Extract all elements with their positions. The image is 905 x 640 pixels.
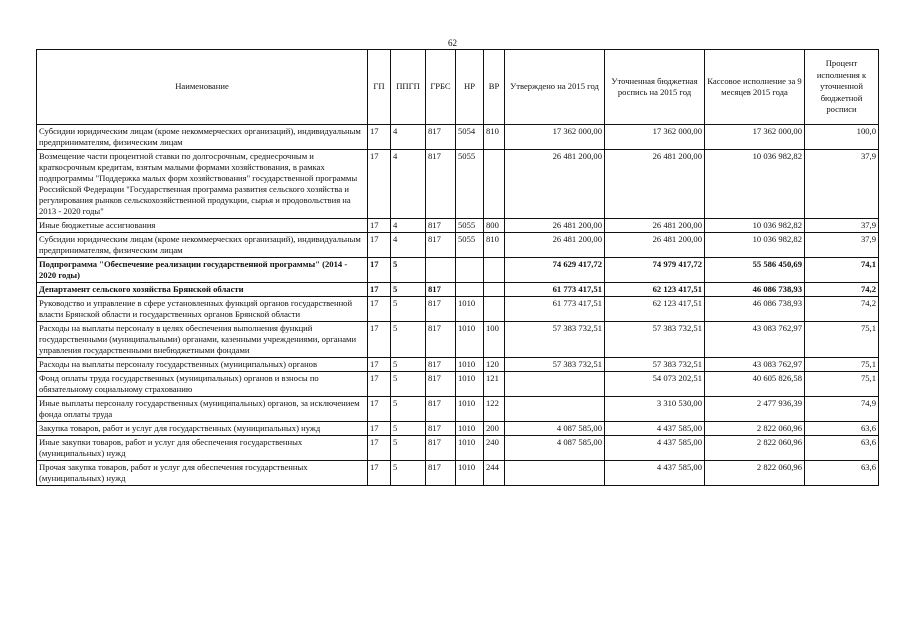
row-cash: 40 605 826,58 <box>705 372 805 397</box>
row-cash: 43 083 762,97 <box>705 322 805 358</box>
row-name: Иные закупки товаров, работ и услуг для обеспечения государственных (муниципальных) нужд <box>37 436 368 461</box>
row-approved: 57 383 732,51 <box>505 322 605 358</box>
row-cash: 2 477 936,39 <box>705 397 805 422</box>
row-refined: 62 123 417,51 <box>605 283 705 297</box>
row-np: 1010 <box>456 397 484 422</box>
row-vr: 121 <box>484 372 505 397</box>
row-approved: 17 362 000,00 <box>505 125 605 150</box>
row-approved: 26 481 200,00 <box>505 219 605 233</box>
page-number: 62 <box>448 38 457 48</box>
row-grbs: 817 <box>426 322 456 358</box>
row-ppgp: 4 <box>391 219 426 233</box>
row-gp: 17 <box>368 219 391 233</box>
row-gp: 17 <box>368 150 391 219</box>
row-grbs: 817 <box>426 233 456 258</box>
row-vr <box>484 283 505 297</box>
row-approved: 74 629 417,72 <box>505 258 605 283</box>
row-np: 1010 <box>456 422 484 436</box>
row-percent: 63,6 <box>805 461 879 486</box>
row-percent: 74,9 <box>805 397 879 422</box>
row-refined: 57 383 732,51 <box>605 322 705 358</box>
table-row <box>37 372 879 397</box>
row-approved <box>505 397 605 422</box>
row-vr <box>484 297 505 322</box>
row-ppgp: 4 <box>391 150 426 219</box>
row-percent: 37,9 <box>805 219 879 233</box>
budget-table <box>36 49 879 486</box>
row-np: 1010 <box>456 372 484 397</box>
row-refined: 3 310 530,00 <box>605 397 705 422</box>
row-gp: 17 <box>368 372 391 397</box>
row-ppgp: 5 <box>391 397 426 422</box>
row-gp: 17 <box>368 283 391 297</box>
row-cash: 10 036 982,82 <box>705 233 805 258</box>
row-np: 5055 <box>456 233 484 258</box>
row-gp: 17 <box>368 322 391 358</box>
row-grbs: 817 <box>426 358 456 372</box>
row-vr <box>484 150 505 219</box>
row-vr: 122 <box>484 397 505 422</box>
row-grbs: 817 <box>426 125 456 150</box>
row-vr: 244 <box>484 461 505 486</box>
header-vr: ВР <box>484 50 505 125</box>
row-percent: 37,9 <box>805 233 879 258</box>
header-name: Наименование <box>37 50 368 125</box>
row-approved: 26 481 200,00 <box>505 233 605 258</box>
row-refined: 26 481 200,00 <box>605 219 705 233</box>
row-name: Департамент сельского хозяйства Брянской области <box>37 283 368 297</box>
row-np: 5055 <box>456 150 484 219</box>
row-cash: 10 036 982,82 <box>705 219 805 233</box>
row-refined: 62 123 417,51 <box>605 297 705 322</box>
header-ppgp: ППГП <box>391 50 426 125</box>
row-name: Субсидии юридическим лицам (кроме некоммерческих организаций), индивидуальным предпринимателям, физическим лицам <box>37 233 368 258</box>
row-np: 1010 <box>456 461 484 486</box>
row-refined: 54 073 202,51 <box>605 372 705 397</box>
row-cash: 2 822 060,96 <box>705 422 805 436</box>
row-name: Прочая закупка товаров, работ и услуг для обеспечения государственных (муниципальных) нужд <box>37 461 368 486</box>
row-approved: 61 773 417,51 <box>505 283 605 297</box>
row-approved: 26 481 200,00 <box>505 150 605 219</box>
row-cash: 46 086 738,93 <box>705 283 805 297</box>
row-approved <box>505 372 605 397</box>
row-name: Расходы на выплаты персоналу государственных (муниципальных) органов <box>37 358 368 372</box>
row-np <box>456 283 484 297</box>
row-vr <box>484 258 505 283</box>
row-cash: 2 822 060,96 <box>705 436 805 461</box>
row-percent: 100,0 <box>805 125 879 150</box>
header-np: НР <box>456 50 484 125</box>
row-cash: 2 822 060,96 <box>705 461 805 486</box>
row-refined: 26 481 200,00 <box>605 233 705 258</box>
row-vr: 810 <box>484 233 505 258</box>
row-refined: 4 437 585,00 <box>605 461 705 486</box>
row-cash: 10 036 982,82 <box>705 150 805 219</box>
row-ppgp: 5 <box>391 436 426 461</box>
row-approved: 57 383 732,51 <box>505 358 605 372</box>
row-approved <box>505 461 605 486</box>
row-name: Расходы на выплаты персоналу в целях обеспечения выполнения функций государственными (муниципальными) органами, казенными учреждениями, органами управления государственными внебюджетными фондами <box>37 322 368 358</box>
row-percent: 74,2 <box>805 283 879 297</box>
table-body <box>37 125 879 486</box>
row-name: Закупка товаров, работ и услуг для государственных (муниципальных) нужд <box>37 422 368 436</box>
row-np: 1010 <box>456 322 484 358</box>
row-percent: 63,6 <box>805 436 879 461</box>
row-name: Подпрограмма "Обеспечение реализации государственной программы" (2014 - 2020 годы) <box>37 258 368 283</box>
table-row <box>37 258 879 283</box>
row-gp: 17 <box>368 422 391 436</box>
header-percent: Процент исполнения к уточненной бюджетной росписи <box>805 50 879 125</box>
row-cash: 43 083 762,97 <box>705 358 805 372</box>
row-refined: 4 437 585,00 <box>605 422 705 436</box>
table-row <box>37 219 879 233</box>
table-row <box>37 322 879 358</box>
row-name: Руководство и управление в сфере установленных функций органов государственной власти Брянской области и государственных органов Брянской области <box>37 297 368 322</box>
row-ppgp: 5 <box>391 258 426 283</box>
row-ppgp: 5 <box>391 297 426 322</box>
row-gp: 17 <box>368 297 391 322</box>
row-name: Иные выплаты персоналу государственных (муниципальных) органов, за исключением фонда оплаты труда <box>37 397 368 422</box>
row-np: 5055 <box>456 219 484 233</box>
row-np <box>456 258 484 283</box>
row-ppgp: 5 <box>391 461 426 486</box>
table-row <box>37 297 879 322</box>
row-cash: 55 586 450,69 <box>705 258 805 283</box>
table-row <box>37 283 879 297</box>
row-grbs: 817 <box>426 397 456 422</box>
row-np: 1010 <box>456 358 484 372</box>
row-grbs: 817 <box>426 283 456 297</box>
table-row <box>37 397 879 422</box>
table-row <box>37 436 879 461</box>
table-row <box>37 358 879 372</box>
row-vr: 120 <box>484 358 505 372</box>
row-percent: 74,2 <box>805 297 879 322</box>
row-grbs <box>426 258 456 283</box>
row-ppgp: 4 <box>391 233 426 258</box>
row-vr: 240 <box>484 436 505 461</box>
row-grbs: 817 <box>426 219 456 233</box>
row-percent: 75,1 <box>805 322 879 358</box>
row-percent: 75,1 <box>805 358 879 372</box>
table-row <box>37 150 879 219</box>
row-gp: 17 <box>368 397 391 422</box>
row-refined: 74 979 417,72 <box>605 258 705 283</box>
row-np: 5054 <box>456 125 484 150</box>
row-gp: 17 <box>368 461 391 486</box>
row-percent: 63,6 <box>805 422 879 436</box>
row-grbs: 817 <box>426 461 456 486</box>
row-approved: 61 773 417,51 <box>505 297 605 322</box>
row-grbs: 817 <box>426 297 456 322</box>
row-vr: 100 <box>484 322 505 358</box>
row-refined: 4 437 585,00 <box>605 436 705 461</box>
row-ppgp: 4 <box>391 125 426 150</box>
row-ppgp: 5 <box>391 322 426 358</box>
row-grbs: 817 <box>426 372 456 397</box>
row-name: Субсидии юридическим лицам (кроме некоммерческих организаций), индивидуальным предпринимателям, физическим лицам <box>37 125 368 150</box>
row-cash: 17 362 000,00 <box>705 125 805 150</box>
row-ppgp: 5 <box>391 283 426 297</box>
row-name: Возмещение части процентной ставки по долгосрочным, среднесрочным и краткосрочным кредитам, взятым малыми формами хозяйствования, в рамках подпрограммы "Поддержка малых форм хозяйствования" государственной программы Российской Федерации "Государственная программа развития сельского хозяйства и регулирования рынков сельскохозяйственной продукции, сырья и продовольствия на 2013 - 2020 годы" <box>37 150 368 219</box>
header-cash: Кассовое исполнение за 9 месяцев 2015 года <box>705 50 805 125</box>
row-gp: 17 <box>368 258 391 283</box>
table-row <box>37 422 879 436</box>
row-np: 1010 <box>456 297 484 322</box>
row-gp: 17 <box>368 436 391 461</box>
header-row <box>37 50 879 125</box>
row-gp: 17 <box>368 125 391 150</box>
header-refined: Уточненная бюджетная роспись на 2015 год <box>605 50 705 125</box>
table-row <box>37 233 879 258</box>
row-grbs: 817 <box>426 150 456 219</box>
row-approved: 4 087 585,00 <box>505 436 605 461</box>
table-row <box>37 461 879 486</box>
row-vr: 810 <box>484 125 505 150</box>
row-grbs: 817 <box>426 422 456 436</box>
row-refined: 17 362 000,00 <box>605 125 705 150</box>
row-percent: 74,1 <box>805 258 879 283</box>
row-gp: 17 <box>368 233 391 258</box>
row-ppgp: 5 <box>391 422 426 436</box>
header-gp: ГП <box>368 50 391 125</box>
row-vr: 200 <box>484 422 505 436</box>
row-ppgp: 5 <box>391 372 426 397</box>
header-approved: Утверждено на 2015 год <box>505 50 605 125</box>
table-row <box>37 125 879 150</box>
row-grbs: 817 <box>426 436 456 461</box>
row-approved: 4 087 585,00 <box>505 422 605 436</box>
row-vr: 800 <box>484 219 505 233</box>
row-percent: 37,9 <box>805 150 879 219</box>
row-np: 1010 <box>456 436 484 461</box>
row-percent: 75,1 <box>805 372 879 397</box>
row-cash: 46 086 738,93 <box>705 297 805 322</box>
header-grbs: ГРБС <box>426 50 456 125</box>
row-gp: 17 <box>368 358 391 372</box>
row-ppgp: 5 <box>391 358 426 372</box>
row-name: Иные бюджетные ассигнования <box>37 219 368 233</box>
row-name: Фонд оплаты труда государственных (муниципальных) органов и взносы по обязательному социальному страхованию <box>37 372 368 397</box>
row-refined: 57 383 732,51 <box>605 358 705 372</box>
row-refined: 26 481 200,00 <box>605 150 705 219</box>
